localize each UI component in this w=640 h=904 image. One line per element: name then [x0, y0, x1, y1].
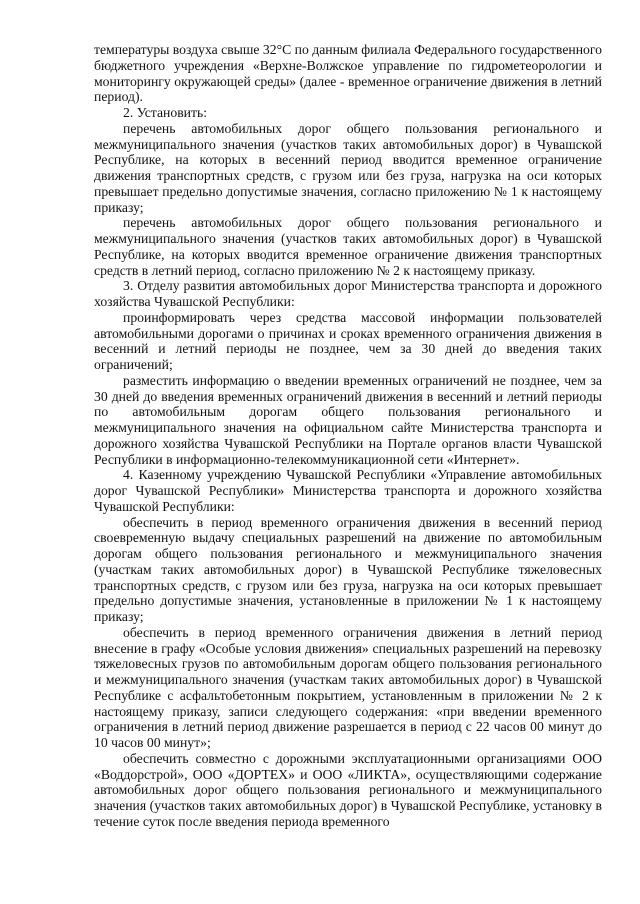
paragraph-item-2: 2. Установить:	[123, 105, 208, 120]
document-page	[94, 42, 602, 830]
paragraph-publish-info: разместить информацию о введении временных ограничений не позднее, чем за 30 дней до введения временных ограничений движения в весенний и летний периоды по автомобильным дорогам общего пользования регионального и межмуниципального значения на официальном сайте Министерства транспорта и дорожного хозяйства Чувашской Республики на Портале органов власти Чувашской Республики в информационно-телекоммуникационной сети «Интернет».	[94, 372, 602, 467]
paragraph-road-signs: обеспечить совместно с дорожными эксплуатационными организациями ООО «Воддорстрой», ООО «ДОРТЕХ» и ООО «ЛИКТА», осуществляющими содержание автомобильных дорог общего пользования регионального и межмуниципального значения (участков таких автомобильных дорог) в Чувашской Республике, установку в течение суток после введения периода временного	[94, 750, 602, 829]
paragraph-summer-permits: обеспечить в период временного ограничения движения в летний период внесение в графу «Особые условия движения» специальных разрешений на перевозку тяжеловесных грузов по автомобильным дорогам общего пользования регионального и межмуниципального значения (участкам таких автомобильных дорог) в Чувашской Республике с асфальтобетонным покрытием, установленным в приложении № 2 к настоящему приказу, записи следующего содержания: «при введении временного ограничения в летний период движение разрешается в период с 22 часов 00 минут до 10 часов 00 минут»;	[94, 624, 602, 750]
paragraph-item-4: 4. Казенному учреждению Чувашской Республики «Управление автомобильных дорог Чувашской Республики» Министерства транспорта и дорожного хозяйства Чувашской Республики:	[94, 467, 602, 514]
paragraph-list-summer: перечень автомобильных дорог общего пользования регионального и межмуниципального значения (участков таких автомобильных дорог) в Чувашской Республике, на которых вводится временное ограничение движения транспортных средств в летний период, согласно приложению № 2 к настоящему приказу.	[94, 215, 602, 278]
paragraph-list-spring: перечень автомобильных дорог общего пользования регионального и межмуниципального значения (участков таких автомобильных дорог) в Чувашской Республике, на которых в весенний период вводится временное ограничение движения транспортных средств, с грузом или без груза, нагрузка на оси которых превышает предельно допустимые значения, согласно приложению № 1 к настоящему приказу;	[94, 120, 602, 215]
paragraph-continuation: температуры воздуха свыше 32°С по данным филиала Федерального государственного бюджетного учреждения «Верхне-Волжское управление по гидрометеорологии и мониторингу окружающей среды» (далее - временное ограничение движения в летний период).	[94, 42, 602, 105]
paragraph-spring-permits: обеспечить в период временного ограничения движения в весенний период своевременную выдачу специальных разрешений на движение по автомобильным дорогам общего пользования регионального и межмуниципального значения (участкам таких автомобильных дорог) в Чувашской Республике тяжеловесных транспортных средств, с грузом или без груза, нагрузка на оси которых превышает предельно допустимые значения, установленные в приложении № 1 к настоящему приказу;	[94, 514, 602, 624]
paragraph-item-3: 3. Отделу развития автомобильных дорог Министерства транспорта и дорожного хозяйства Чувашской Республики:	[94, 278, 602, 309]
paragraph-inform-media: проинформировать через средства массовой информации пользователей автомобильными дорогами о причинах и сроках временного ограничения движения в весенний и летний периоды не позднее, чем за 30 дней до введения таких ограничений;	[94, 309, 602, 372]
